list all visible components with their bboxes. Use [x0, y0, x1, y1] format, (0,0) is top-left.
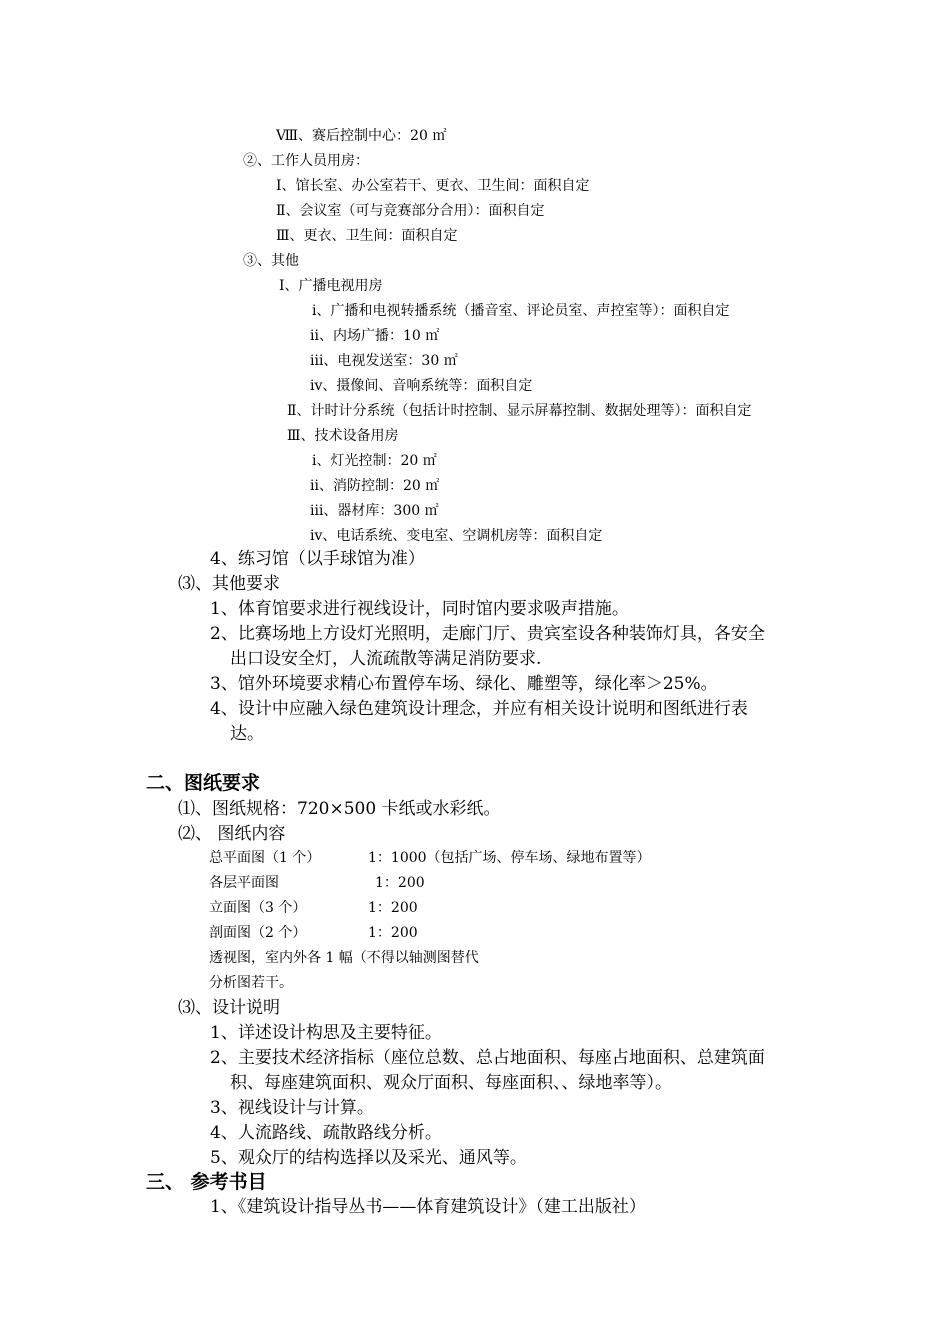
text-line: 透视图，室内外各 1 幅（不得以轴测图替代	[209, 950, 479, 966]
subsection-heading: ⑶、其他要求	[178, 574, 280, 594]
text-line: 3、视线设计与计算。	[210, 1098, 374, 1118]
text-line: ⅰ、灯光控制：20 ㎡	[312, 453, 437, 469]
text-line: Ⅷ、赛后控制中心：20 ㎡	[276, 128, 447, 144]
drawing-scale: 1：200	[375, 875, 425, 891]
text-line: ⅰ、广播和电视转播系统（播音室、评论员室、声控室等）：面积自定	[312, 303, 730, 319]
subsection-heading: ⑶、设计说明	[178, 998, 280, 1018]
text-line: Ⅲ、技术设备用房	[287, 428, 399, 444]
drawing-name: 剖面图（2 个）	[209, 925, 307, 941]
text-line: Ⅱ、计时计分系统（包括计时控制、显示屏幕控制、数据处理等）：面积自定	[287, 403, 752, 419]
text-line: 出口设安全灯，人流疏散等满足消防要求.	[230, 649, 542, 669]
section-heading: 二、图纸要求	[146, 772, 261, 794]
text-line: ⑴、图纸规格：720×500 卡纸或水彩纸。	[178, 799, 501, 819]
subsection-heading: ⑵、 图纸内容	[178, 824, 286, 844]
drawing-scale: 1：1000（包括广场、停车场、绿地布置等）	[368, 850, 651, 866]
text-line: Ⅱ、会议室（可与竞赛部分合用）：面积自定	[276, 203, 545, 219]
drawing-name: 总平面图（1 个）	[209, 850, 321, 866]
text-line: ⅱ、消防控制：20 ㎡	[310, 478, 440, 494]
subsection-heading: ②、工作人员用房：	[243, 153, 369, 169]
text-line: 积、每座建筑面积、观众厅面积、每座面积、、绿地率等）。	[230, 1073, 672, 1093]
text-line: ⅳ、电话系统、变电室、空调机房等：面积自定	[310, 528, 603, 544]
text-line: Ⅰ、馆长室、办公室若干、更衣、卫生间：面积自定	[276, 178, 590, 194]
drawing-name: 各层平面图	[209, 875, 279, 891]
drawing-scale: 1：200	[368, 925, 418, 941]
drawing-scale: 1：200	[368, 900, 418, 916]
subsection-heading: ③、其他	[243, 253, 299, 269]
text-line: 4、设计中应融入绿色建筑设计理念，并应有相关设计说明和图纸进行表	[210, 699, 748, 719]
text-line: 2、比赛场地上方设灯光照明，走廊门厅、贵宾室设各种装饰灯具，各安全	[210, 624, 765, 644]
section-heading: 三、 参考书目	[146, 1171, 267, 1193]
text-line: ⅱ、内场广播：10 ㎡	[310, 328, 440, 344]
text-line: ⅳ、摄像间、音响系统等：面积自定	[310, 378, 533, 394]
text-line: 达。	[230, 724, 264, 744]
text-line: Ⅲ、更衣、卫生间：面积自定	[276, 228, 458, 244]
text-line: 分析图若干。	[209, 975, 293, 991]
text-line: 1、详述设计构思及主要特征。	[210, 1023, 442, 1043]
text-line: ⅲ、器材库：300 ㎡	[310, 503, 439, 519]
text-line: 5、观众厅的结构选择以及采光、通风等。	[210, 1148, 527, 1168]
text-line: 3、馆外环境要求精心布置停车场、绿化、雕塑等，绿化率＞25%。	[210, 674, 718, 694]
text-line: Ⅰ、广播电视用房	[279, 278, 383, 294]
text-line: 2、主要技术经济指标（座位总数、总占地面积、每座占地面积、总建筑面	[210, 1048, 765, 1068]
text-line: ⅲ、电视发送室：30 ㎡	[310, 353, 458, 369]
drawing-name: 立面图（3 个）	[209, 900, 307, 916]
text-line: 4、练习馆（以手球馆为准）	[210, 549, 425, 569]
text-line: 1、体育馆要求进行视线设计，同时馆内要求吸声措施。	[210, 599, 629, 619]
reference-item: 1、《建筑设计指导丛书——体育建筑设计》（建工出版社）	[210, 1197, 646, 1217]
text-line: 4、人流路线、疏散路线分析。	[210, 1123, 442, 1143]
